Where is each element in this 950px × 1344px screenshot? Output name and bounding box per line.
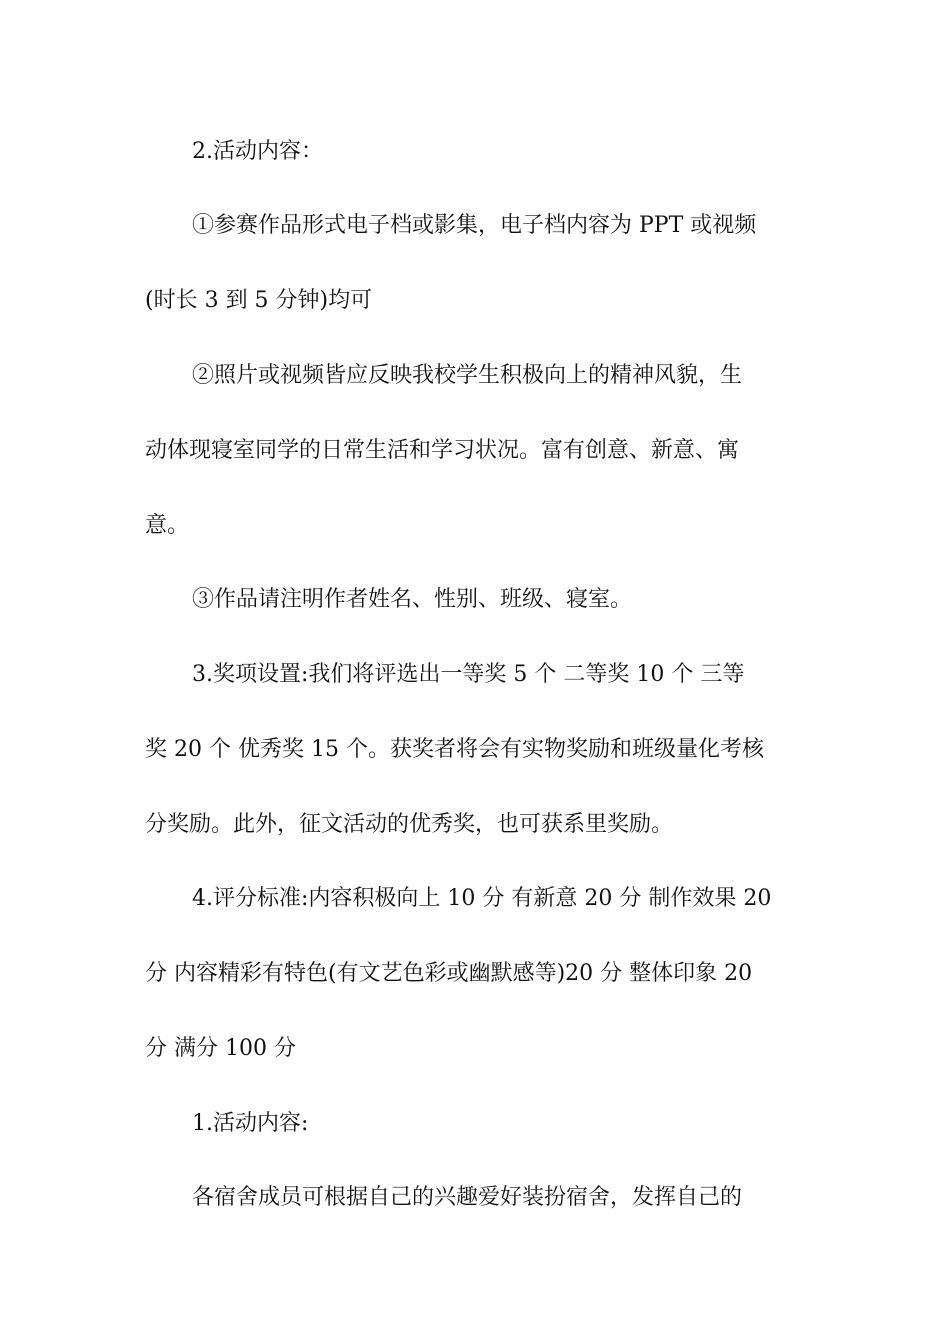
section-heading-activity-content-2: 1.活动内容: (192, 1111, 309, 1136)
paragraph-line: 分 满分 100 分 (145, 1036, 296, 1061)
paragraph-line: ②照片或视频皆应反映我校学生积极向上的精神风貌，生 (192, 363, 743, 388)
paragraph-line: 分奖励。此外，征文活动的优秀奖，也可获系里奖励。 (145, 812, 674, 837)
paragraph-line: 奖 20 个 优秀奖 15 个。获奖者将会有实物奖励和班级量化考核 (145, 737, 764, 762)
paragraph-line: 动体现寝室同学的日常生活和学习状况。富有创意、新意、寓 (145, 438, 740, 463)
section-heading-activity-content: 2.活动内容： (192, 139, 323, 164)
paragraph-line: (时长 3 到 5 分钟)均可 (145, 288, 373, 313)
section-heading-scoring: 4.评分标准:内容积极向上 10 分 有新意 20 分 制作效果 20 (192, 886, 772, 911)
paragraph-line: 分 内容精彩有特色(有文艺色彩或幽默感等)20 分 整体印象 20 (145, 961, 753, 986)
paragraph-line: ①参赛作品形式电子档或影集，电子档内容为 PPT 或视频 (192, 213, 757, 238)
paragraph-line: ③作品请注明作者姓名、性别、班级、寝室。 (192, 587, 633, 612)
paragraph-line: 各宿舍成员可根据自己的兴趣爱好装扮宿舍，发挥自己的 (192, 1185, 743, 1210)
section-heading-awards: 3.奖项设置:我们将评选出一等奖 5 个 二等奖 10 个 三等 (192, 662, 745, 687)
paragraph-line: 意。 (145, 513, 190, 538)
